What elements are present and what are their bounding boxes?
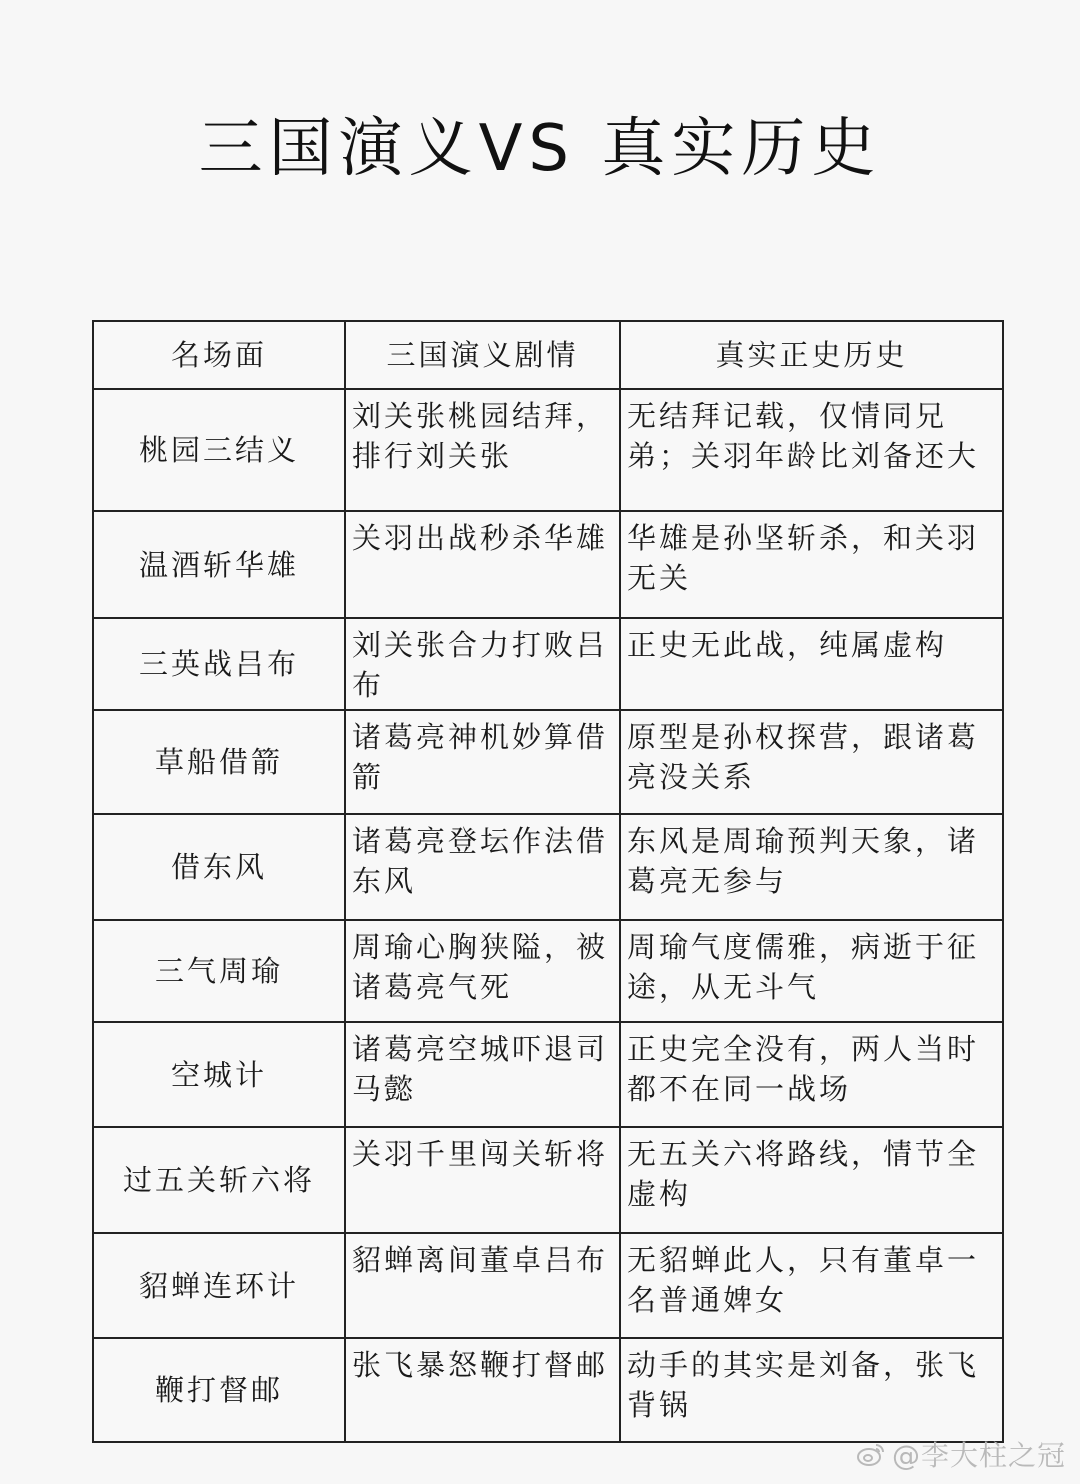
scene-cell: 过五关斩六将 bbox=[93, 1127, 345, 1233]
table-row bbox=[93, 710, 1003, 814]
real-history-cell: 无貂蝉此人，只有董卓一名普通婢女 bbox=[620, 1233, 1003, 1338]
comparison-table bbox=[92, 320, 1004, 1443]
real-history-cell: 正史完全没有，两人当时都不在同一战场 bbox=[620, 1022, 1003, 1127]
page-title: 三国演义VS 真实历史 bbox=[198, 112, 882, 186]
watermark bbox=[856, 1434, 1066, 1474]
real-history-cell: 动手的其实是刘备，张飞背锅 bbox=[620, 1338, 1003, 1442]
novel-plot-cell: 诸葛亮登坛作法借东风 bbox=[345, 814, 620, 920]
novel-plot-cell: 诸葛亮神机妙算借箭 bbox=[345, 710, 620, 814]
novel-plot-cell: 刘关张合力打败吕布 bbox=[345, 618, 620, 710]
scene-cell: 借东风 bbox=[93, 814, 345, 920]
real-history-cell: 东风是周瑜预判天象，诸葛亮无参与 bbox=[620, 814, 1003, 920]
watermark-text: @李大柱之冠 bbox=[891, 1439, 1066, 1472]
novel-plot-cell: 关羽出战秒杀华雄 bbox=[345, 511, 620, 618]
real-history-cell: 无结拜记载，仅情同兄弟；关羽年龄比刘备还大 bbox=[620, 389, 1003, 511]
table-row bbox=[93, 1127, 1003, 1233]
scene-cell: 鞭打督邮 bbox=[93, 1338, 345, 1442]
novel-plot-cell: 张飞暴怒鞭打督邮 bbox=[345, 1338, 620, 1442]
real-history-cell: 正史无此战，纯属虚构 bbox=[620, 618, 1003, 710]
novel-plot-cell: 周瑜心胸狭隘，被诸葛亮气死 bbox=[345, 920, 620, 1022]
table-row bbox=[93, 1022, 1003, 1127]
real-history-cell: 无五关六将路线，情节全虚构 bbox=[620, 1127, 1003, 1233]
real-history-cell: 原型是孙权探营，跟诸葛亮没关系 bbox=[620, 710, 1003, 814]
scene-cell: 温酒斩华雄 bbox=[93, 511, 345, 618]
table-row bbox=[93, 1233, 1003, 1338]
weibo-icon bbox=[856, 1439, 886, 1469]
table-row bbox=[93, 389, 1003, 511]
scene-cell: 空城计 bbox=[93, 1022, 345, 1127]
scene-cell: 草船借箭 bbox=[93, 710, 345, 814]
table-header-row bbox=[93, 321, 1003, 389]
table-row bbox=[93, 618, 1003, 710]
scene-cell: 三英战吕布 bbox=[93, 618, 345, 710]
scene-cell: 桃园三结义 bbox=[93, 389, 345, 511]
novel-plot-cell: 诸葛亮空城吓退司马懿 bbox=[345, 1022, 620, 1127]
table-body bbox=[93, 389, 1003, 1442]
table-row bbox=[93, 1338, 1003, 1442]
novel-plot-cell: 貂蝉离间董卓吕布 bbox=[345, 1233, 620, 1338]
novel-plot-cell: 关羽千里闯关斩将 bbox=[345, 1127, 620, 1233]
scene-cell: 貂蝉连环计 bbox=[93, 1233, 345, 1338]
table-row bbox=[93, 511, 1003, 618]
header-novel-plot: 三国演义剧情 bbox=[345, 321, 620, 389]
table-row bbox=[93, 814, 1003, 920]
header-scene: 名场面 bbox=[93, 321, 345, 389]
real-history-cell: 华雄是孙坚斩杀，和关羽无关 bbox=[620, 511, 1003, 618]
novel-plot-cell: 刘关张桃园结拜，排行刘关张 bbox=[345, 389, 620, 511]
table-row bbox=[93, 920, 1003, 1022]
scene-cell: 三气周瑜 bbox=[93, 920, 345, 1022]
header-real-history: 真实正史历史 bbox=[620, 321, 1003, 389]
real-history-cell: 周瑜气度儒雅，病逝于征途，从无斗气 bbox=[620, 920, 1003, 1022]
